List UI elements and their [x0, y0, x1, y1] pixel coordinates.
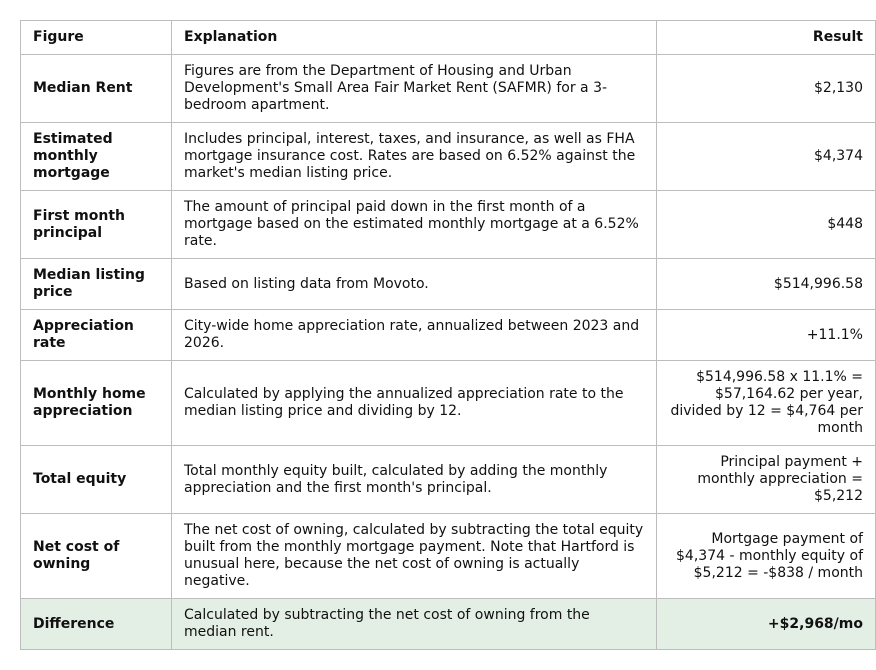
row-explanation: The net cost of owning, calculated by subtracting the total equity built from the monthly mortgage payment. Note that Hartford is unusual here, because the net cost of owning is actually negative. — [172, 514, 657, 599]
row-result: $448 — [657, 191, 876, 259]
row-explanation: Calculated by subtracting the net cost of owning from the median rent. — [172, 599, 657, 650]
row-figure: Median Rent — [21, 55, 172, 123]
row-explanation: Figures are from the Department of Housing and Urban Development's Small Area Fair Market Rent (SAFMR) for a 3-bedroom apartment. — [172, 55, 657, 123]
row-figure: Total equity — [21, 446, 172, 514]
row-explanation: Total monthly equity built, calculated by adding the monthly appreciation and the first month's principal. — [172, 446, 657, 514]
row-figure: Monthly home appreciation — [21, 361, 172, 446]
row-result: $514,996.58 — [657, 259, 876, 310]
table-header-row — [21, 21, 876, 55]
table-row — [21, 310, 876, 361]
table-row-difference — [21, 599, 876, 650]
table-row — [21, 361, 876, 446]
header-explanation: Explanation — [172, 21, 657, 55]
table-row — [21, 55, 876, 123]
row-explanation: Calculated by applying the annualized appreciation rate to the median listing price and dividing by 12. — [172, 361, 657, 446]
row-figure: Estimated monthly mortgage — [21, 123, 172, 191]
row-explanation: Includes principal, interest, taxes, and insurance, as well as FHA mortgage insurance cost. Rates are based on 6.52% against the market's median listing price. — [172, 123, 657, 191]
row-figure: Median listing price — [21, 259, 172, 310]
table-row — [21, 514, 876, 599]
row-result: $4,374 — [657, 123, 876, 191]
table-row — [21, 191, 876, 259]
header-figure: Figure — [21, 21, 172, 55]
row-explanation: Based on listing data from Movoto. — [172, 259, 657, 310]
table-row — [21, 259, 876, 310]
row-result: Principal payment + monthly appreciation = $5,212 — [657, 446, 876, 514]
table-row — [21, 123, 876, 191]
row-figure: Net cost of owning — [21, 514, 172, 599]
table-row — [21, 446, 876, 514]
row-explanation: City-wide home appreciation rate, annualized between 2023 and 2026. — [172, 310, 657, 361]
row-result: $514,996.58 x 11.1% = $57,164.62 per year, divided by 12 = $4,764 per month — [657, 361, 876, 446]
row-result: +11.1% — [657, 310, 876, 361]
table-container — [20, 20, 863, 650]
row-figure: First month principal — [21, 191, 172, 259]
header-result: Result — [657, 21, 876, 55]
row-result: Mortgage payment of $4,374 - monthly equity of $5,212 = -$838 / month — [657, 514, 876, 599]
rent-vs-own-table — [20, 20, 876, 650]
row-explanation: The amount of principal paid down in the first month of a mortgage based on the estimated monthly mortgage at a 6.52% rate. — [172, 191, 657, 259]
row-figure: Difference — [21, 599, 172, 650]
row-result: +$2,968/mo — [657, 599, 876, 650]
row-figure: Appreciation rate — [21, 310, 172, 361]
row-result: $2,130 — [657, 55, 876, 123]
